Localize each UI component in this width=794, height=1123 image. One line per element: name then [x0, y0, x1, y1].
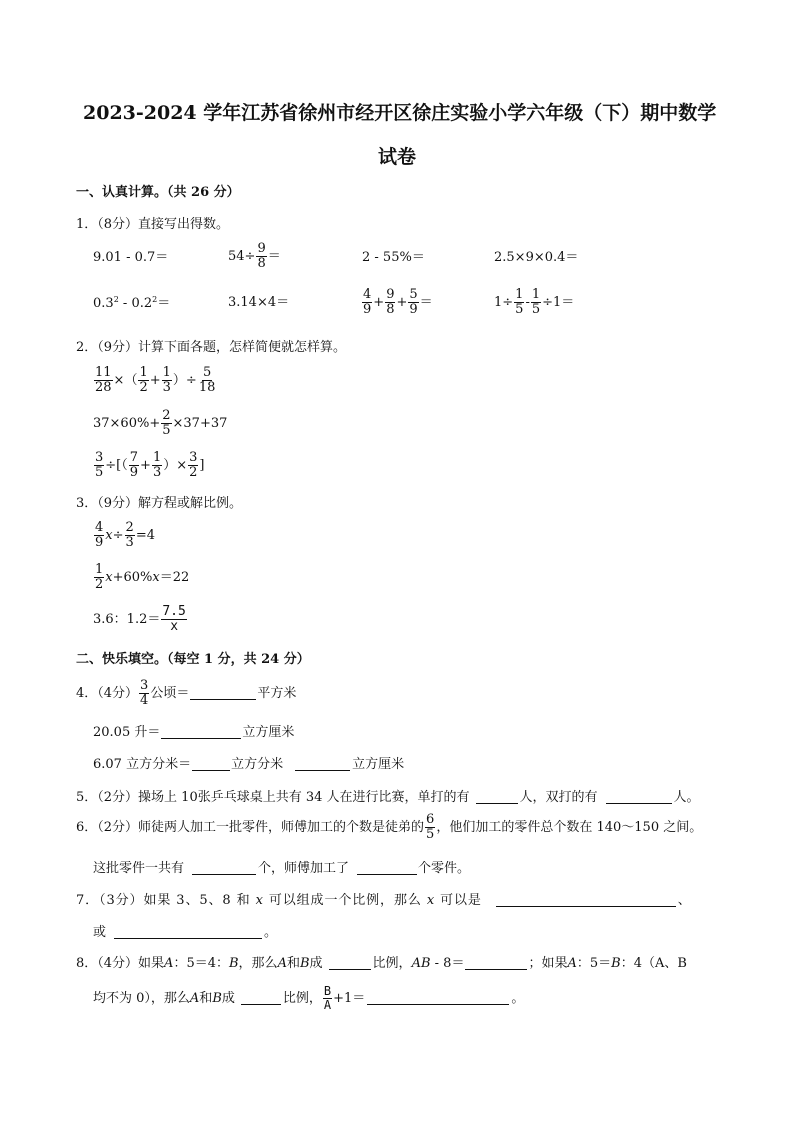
q2-item-a [93, 366, 217, 394]
q6-blank-2[interactable] [357, 861, 417, 875]
q4-l2b: 立方厘米 [242, 725, 295, 740]
q3-a-d1: 9 [95, 534, 104, 550]
q7-var: x [255, 893, 264, 908]
q8-text-f: 比例， [372, 956, 412, 971]
q4-pre: 4．（4分） [76, 685, 139, 701]
q1-h-d2: 5 [531, 301, 541, 317]
q2-c-n4: 3 [189, 450, 198, 465]
q3-b-d: 2 [95, 576, 104, 592]
q8-frac-d: A [323, 997, 332, 1012]
q1-item-d: 2.5×9×0.4＝ [494, 250, 579, 265]
q4-n: 3 [140, 678, 149, 693]
q7-text-b: 可以组成一个比例，那么 [268, 893, 422, 908]
q2-c-n3: 1 [152, 450, 162, 465]
q3-c-n: 7.5 [162, 604, 186, 619]
q8-text-g: - 8＝ [430, 956, 465, 971]
q1-g-op2: + [396, 294, 408, 310]
q6-line2 [93, 861, 470, 875]
q1-h-pre: 1÷ [494, 294, 514, 310]
q2-b-d: 5 [162, 422, 171, 438]
q3-a-frac2 [125, 521, 135, 549]
q8-blank-4[interactable] [367, 991, 509, 1005]
q5-blank-2[interactable] [606, 790, 672, 804]
q2-a-frac1 [94, 366, 113, 394]
q3-b-post: ＝22 [159, 569, 190, 585]
q1-g-n1: 4 [363, 287, 372, 302]
q6-line1 [76, 813, 702, 841]
q2-c-d2: 9 [129, 464, 139, 480]
q8-text-l: 和 [199, 990, 213, 1006]
q1-b-post: ＝ [267, 248, 281, 264]
q3-a-n2: 2 [125, 520, 134, 535]
q7-blank-2[interactable] [114, 925, 262, 939]
q8-text-b: ：5＝4： [173, 956, 229, 971]
q3-a-frac1 [94, 521, 104, 549]
q2-b-n: 2 [162, 408, 171, 423]
q1-g-d3: 9 [409, 301, 418, 317]
q2-c-frac3 [152, 451, 162, 479]
q4-l3a: 6.07 立方分米＝ [93, 757, 192, 772]
q6-text-e: 个，师傅加工了 [258, 861, 350, 876]
q8-text-d: 和 [286, 956, 300, 971]
q2-item-c [93, 451, 204, 479]
q3-b-var2: x [152, 569, 160, 585]
q1-b-num: 9 [257, 241, 266, 256]
q2-a-frac4 [198, 366, 217, 394]
q4-blank-4[interactable] [295, 757, 350, 771]
q8-var-a4: A [189, 990, 200, 1006]
q2-a-d2: 2 [139, 379, 148, 395]
q7-text-f: 。 [264, 925, 278, 940]
q5-blank-1[interactable] [476, 790, 518, 804]
q1-g-d2: 8 [386, 301, 395, 317]
q2-c-frac1 [94, 451, 104, 479]
q7-text-d: 、 [677, 893, 692, 908]
q7-line2 [93, 925, 277, 939]
q1-g-post: ＝ [419, 294, 433, 310]
q1-h-frac1 [514, 288, 524, 316]
q2-c-op2: + [140, 457, 151, 473]
q8-var-b3: B [611, 956, 621, 971]
q2-a-d1: 28 [95, 379, 112, 395]
q8-var-b2: B [299, 956, 310, 971]
q2-a-n3: 1 [162, 365, 171, 380]
q3-item-b [93, 563, 189, 591]
q1-b-frac [256, 242, 266, 270]
q6-text-b: ，他们加工的零件总个数在 140～150 之间。 [436, 819, 703, 835]
q7-line1 [76, 893, 692, 907]
q1-h-op: - [525, 294, 530, 310]
q8-var-b4: B [212, 990, 222, 1006]
q2-a-frac3 [162, 366, 172, 394]
q1-h-n1: 1 [515, 287, 524, 302]
q3-a-var: x [105, 527, 113, 543]
q2-a-op1: ×（ [113, 372, 138, 388]
q6-text-c: 这批零件一共有 [93, 861, 185, 876]
q1-item-h [494, 288, 574, 316]
q2-c-n1: 3 [95, 450, 104, 465]
q8-var-b: B [228, 956, 239, 971]
q8-text-n: 比例， [282, 990, 322, 1006]
q8-text-i: ：5＝ [576, 956, 612, 971]
q3-a-op: ÷ [112, 527, 124, 543]
q1-g-frac2 [385, 288, 395, 316]
q2-a-frac2 [138, 366, 148, 394]
q2-c-d3: 3 [152, 464, 162, 480]
q2-b-pre: 37×60%+ [93, 415, 161, 431]
q8-text-h: ；如果 [528, 956, 568, 971]
q8-blank-3[interactable] [241, 991, 281, 1005]
q4-l3c: 立方厘米 [352, 757, 405, 772]
q8-line1 [76, 956, 687, 970]
q8-var-a3: A [567, 956, 577, 971]
q2-c-d4: 2 [189, 464, 198, 480]
q1-item-b [228, 242, 281, 270]
section-heading-1: 一、认真计算。（共 26 分） [76, 185, 240, 200]
q8-text-c: ，那么 [238, 956, 278, 971]
q8-text-e: 成 [309, 956, 323, 971]
q8-text-o: +1＝ [333, 990, 366, 1006]
q2-stem: 2．（9分）计算下面各题，怎样简便就怎样算。 [76, 340, 347, 355]
q8-blank-2[interactable] [465, 956, 527, 970]
q2-c-frac2 [129, 451, 139, 479]
q8-var-ab: AB [411, 956, 431, 971]
q3-item-a [93, 521, 155, 549]
q8-text-j: ：4（A、B [620, 956, 687, 971]
q7-text-a: 7．（3分）如果 3、5、8 和 [76, 893, 251, 908]
q2-a-d4: 18 [198, 379, 216, 395]
q6-n: 6 [426, 812, 435, 827]
q8-line2 [93, 985, 524, 1011]
q5-line [76, 790, 700, 804]
q6-d: 5 [426, 826, 435, 842]
q1-h-frac2 [531, 288, 541, 316]
q4-blank-1[interactable] [190, 686, 256, 700]
q3-b-var: x [105, 569, 113, 585]
q1-h-n2: 1 [531, 287, 541, 302]
q1-stem: 1．（8分）直接写出得数。 [76, 217, 230, 232]
q1-item-c: 2 - 55%＝ [362, 250, 425, 265]
q3-c-pre: 3.6：1.2＝ [93, 611, 161, 627]
q7-text-e: 或 [93, 925, 107, 940]
q3-a-n1: 4 [95, 520, 104, 535]
q1-e-base1: 0.3 [93, 296, 114, 311]
q2-a-n2: 1 [139, 365, 148, 380]
q8-text-m: 成 [221, 990, 235, 1006]
doc-title-line2: 试卷 [378, 146, 417, 168]
q1-h-d1: 5 [515, 301, 524, 317]
q8-text-a: 8．（4分）如果 [76, 956, 165, 971]
q6-blank-1[interactable] [192, 861, 256, 875]
q8-text-p: 。 [511, 990, 525, 1006]
section-heading-2: 二、快乐填空。（每空 1 分，共 24 分） [76, 652, 310, 667]
q8-var-a: A [164, 956, 174, 971]
q4-blank-2[interactable] [161, 725, 241, 739]
q3-b-frac [94, 563, 104, 591]
q8-frac [323, 985, 332, 1011]
q3-c-d: x [170, 618, 179, 634]
q1-h-post: ÷1＝ [542, 294, 575, 310]
q1-b-den: 8 [257, 255, 266, 271]
q4-line2 [93, 725, 294, 739]
q2-a-d3: 3 [162, 379, 171, 395]
q2-c-post: ] [199, 457, 205, 473]
q2-item-b [93, 409, 227, 437]
q5-text-c: 人。 [673, 790, 700, 805]
q2-c-op3: ）× [163, 457, 188, 473]
q1-item-g [361, 288, 433, 316]
q8-text-k: 均不为 0），那么 [93, 990, 190, 1006]
q1-e-base2: - 0.2 [118, 296, 153, 311]
q1-g-n2: 9 [386, 287, 395, 302]
q4-blank-3[interactable] [192, 757, 230, 771]
q3-b-mid: +60% [112, 569, 153, 585]
q1-b-pre: 54÷ [228, 248, 256, 264]
q1-g-frac1 [362, 288, 372, 316]
q4-unit2: 平方米 [257, 685, 297, 701]
q2-c-n2: 7 [129, 450, 139, 465]
doc-title-line1: 2023-2024 学年江苏省徐州市经开区徐庄实验小学六年级（下）期中数学 [83, 102, 717, 124]
q3-stem: 3．（9分）解方程或解比例。 [76, 496, 243, 511]
q1-e-eq: ＝ [157, 296, 171, 311]
q3-item-c [93, 605, 188, 633]
q7-blank-1[interactable] [496, 893, 676, 907]
q4-line3 [93, 757, 404, 771]
q2-b-frac [161, 409, 171, 437]
q2-a-n1: 11 [95, 365, 112, 380]
q6-text-a: 6．（2分）师徒两人加工一批零件，师傅加工的个数是徒弟的 [76, 819, 425, 835]
q2-a-op2: + [149, 372, 161, 388]
q2-a-n4: 5 [202, 365, 212, 380]
q5-text-a: 5．（2分）操场上 10张乒乓球桌上共有 34 人在进行比赛，单打的有 [76, 790, 470, 805]
q1-g-op1: + [373, 294, 385, 310]
q1-g-d1: 9 [363, 301, 372, 317]
q5-text-b: 人，双打的有 [519, 790, 598, 805]
q4-d: 4 [140, 692, 149, 708]
q4-line1 [76, 679, 296, 707]
q7-text-c: 可以是 [440, 893, 482, 908]
q8-blank-1[interactable] [329, 956, 371, 970]
q4-l2a: 20.05 升＝ [93, 725, 161, 740]
q2-c-frac4 [188, 451, 198, 479]
q1-g-n3: 5 [409, 287, 418, 302]
q1-item-f: 3.14×4＝ [228, 295, 290, 310]
q8-frac-n: B [323, 984, 332, 998]
q4-l3b: 立方分米 [231, 757, 284, 772]
q1-item-e [93, 296, 170, 310]
q3-c-frac [161, 605, 186, 633]
q1-e-exp1: 2 [113, 295, 119, 304]
q6-frac [425, 813, 435, 841]
q2-c-d1: 5 [95, 464, 104, 480]
q4-frac [139, 679, 149, 707]
q1-e-exp2: 2 [152, 295, 158, 304]
q3-a-d2: 3 [125, 534, 134, 550]
q1-g-frac3 [408, 288, 418, 316]
q2-a-op3: ）÷ [172, 372, 197, 388]
q2-c-op1: ÷[（ [105, 457, 128, 473]
q3-b-n: 1 [95, 562, 104, 577]
q4-unit1: 公顷＝ [150, 685, 190, 701]
q8-var-a2: A [277, 956, 287, 971]
q3-a-post: =4 [135, 527, 155, 543]
q2-b-post: ×37+37 [172, 415, 228, 431]
q6-text-f: 个零件。 [418, 861, 471, 876]
q1-item-a: 9.01 - 0.7＝ [93, 250, 169, 265]
q7-var2: x [426, 893, 436, 908]
